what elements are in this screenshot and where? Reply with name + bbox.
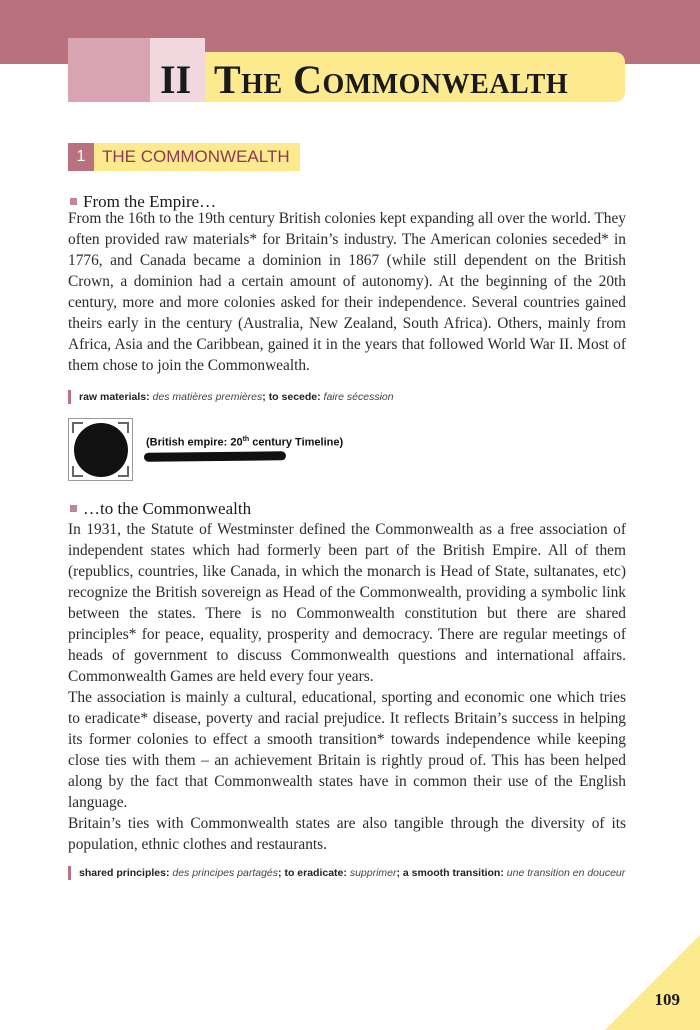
bullet-square-icon xyxy=(70,505,77,512)
redaction-scribble xyxy=(144,451,286,461)
section-title: THE COMMONWEALTH xyxy=(94,143,300,171)
gloss-term: a smooth transition: xyxy=(402,867,504,879)
figure-thumbnail[interactable] xyxy=(68,418,133,481)
figure-caption xyxy=(146,436,343,449)
figure-caption-pre: (British empire: 20 xyxy=(146,436,243,449)
gloss-term: to secede: xyxy=(268,391,321,403)
paragraph-text: The association is mainly a cultural, educational, sporting and economic one which tries to eradicate* disease, poverty and racial prejudice. It reflects Britain’s success in helping its former colonies to effect a smooth transition* towards independence while keeping close ties with them – an achievement Britain is rightly proud of. This has been helped along by the fact that Commonwealth states have in common their use of the English language. xyxy=(68,689,626,811)
gloss-term: to eradicate: xyxy=(284,867,347,879)
paragraph-text: In 1931, the Statute of Westminster defined the Commonwealth as a free association of independent states which had formerly been part of the British Empire. All of them (republics, countries, like Canada, in which the monarch is Head of State, sultanates, etc) recognize the British sovereign as Head of the Commonwealth, providing a symbolic link between the states. There is no Commonwealth constitution but there are shared principles* for peace, equality, prosperity and democracy. There are regular meetings of heads of government to discuss Commonwealth questions and international affairs. Commonwealth Games are held every four years. xyxy=(68,521,626,685)
bullet-square-icon xyxy=(70,198,77,205)
subheading-empire-text: From the Empire… xyxy=(83,192,217,211)
section-number: 1 xyxy=(68,143,94,171)
chapter-number: II xyxy=(160,57,192,102)
subheading-commonwealth xyxy=(70,499,251,519)
redacted-media-icon xyxy=(74,423,128,477)
chapter-title: The Commonwealth xyxy=(214,57,569,102)
figure-caption-sup: th xyxy=(242,436,250,443)
gloss-translation: faire sécession xyxy=(323,391,394,403)
glossary-box-1: raw materials: des matières premières; to secede: faire sécession xyxy=(68,390,635,404)
paragraph-empire xyxy=(68,208,626,376)
chapter-tab-dark xyxy=(68,38,150,102)
gloss-translation: une transition en douceur xyxy=(506,867,626,879)
glossary-box-2: shared principles: des principes partagés; to eradicate: supprimer; a smooth transition: une transition en douceur xyxy=(68,866,635,880)
paragraph-empire-text: From the 16th to the 19th century British colonies kept expanding all over the world. They often provided raw materials* for Britain’s industry. The American colonies seceded* in 1776, and Canada became a dominion in 1867 (while still dependent on the British Crown, a dominion had a certain amount of autonomy). At the beginning of the 20th century, more and more colonies asked for their independence. Several countries gained theirs early in the century (Australia, New Zealand, South Africa). Others, mainly from Africa, Asia and the Caribbean, gained it in the years that followed World War II. Most of them chose to join the Commonwealth. xyxy=(68,210,626,374)
gloss-translation: supprimer xyxy=(349,867,397,879)
subheading-commonwealth-text: …to the Commonwealth xyxy=(83,499,252,518)
section-heading xyxy=(68,143,300,171)
figure-caption-post: century Timeline) xyxy=(249,436,344,449)
gloss-translation: des principes partagés xyxy=(172,867,279,879)
page-corner-decoration xyxy=(605,935,700,1030)
gloss-translation: des matières premières xyxy=(152,391,263,403)
page-number: 109 xyxy=(654,990,680,1009)
paragraph-text: Britain’s ties with Commonwealth states are also tangible through the diversity of its population, ethnic clothes and restaurants. xyxy=(68,815,626,853)
gloss-term: raw materials: xyxy=(79,391,150,403)
gloss-term: shared principles: xyxy=(79,867,170,879)
paragraph-commonwealth xyxy=(68,519,626,855)
